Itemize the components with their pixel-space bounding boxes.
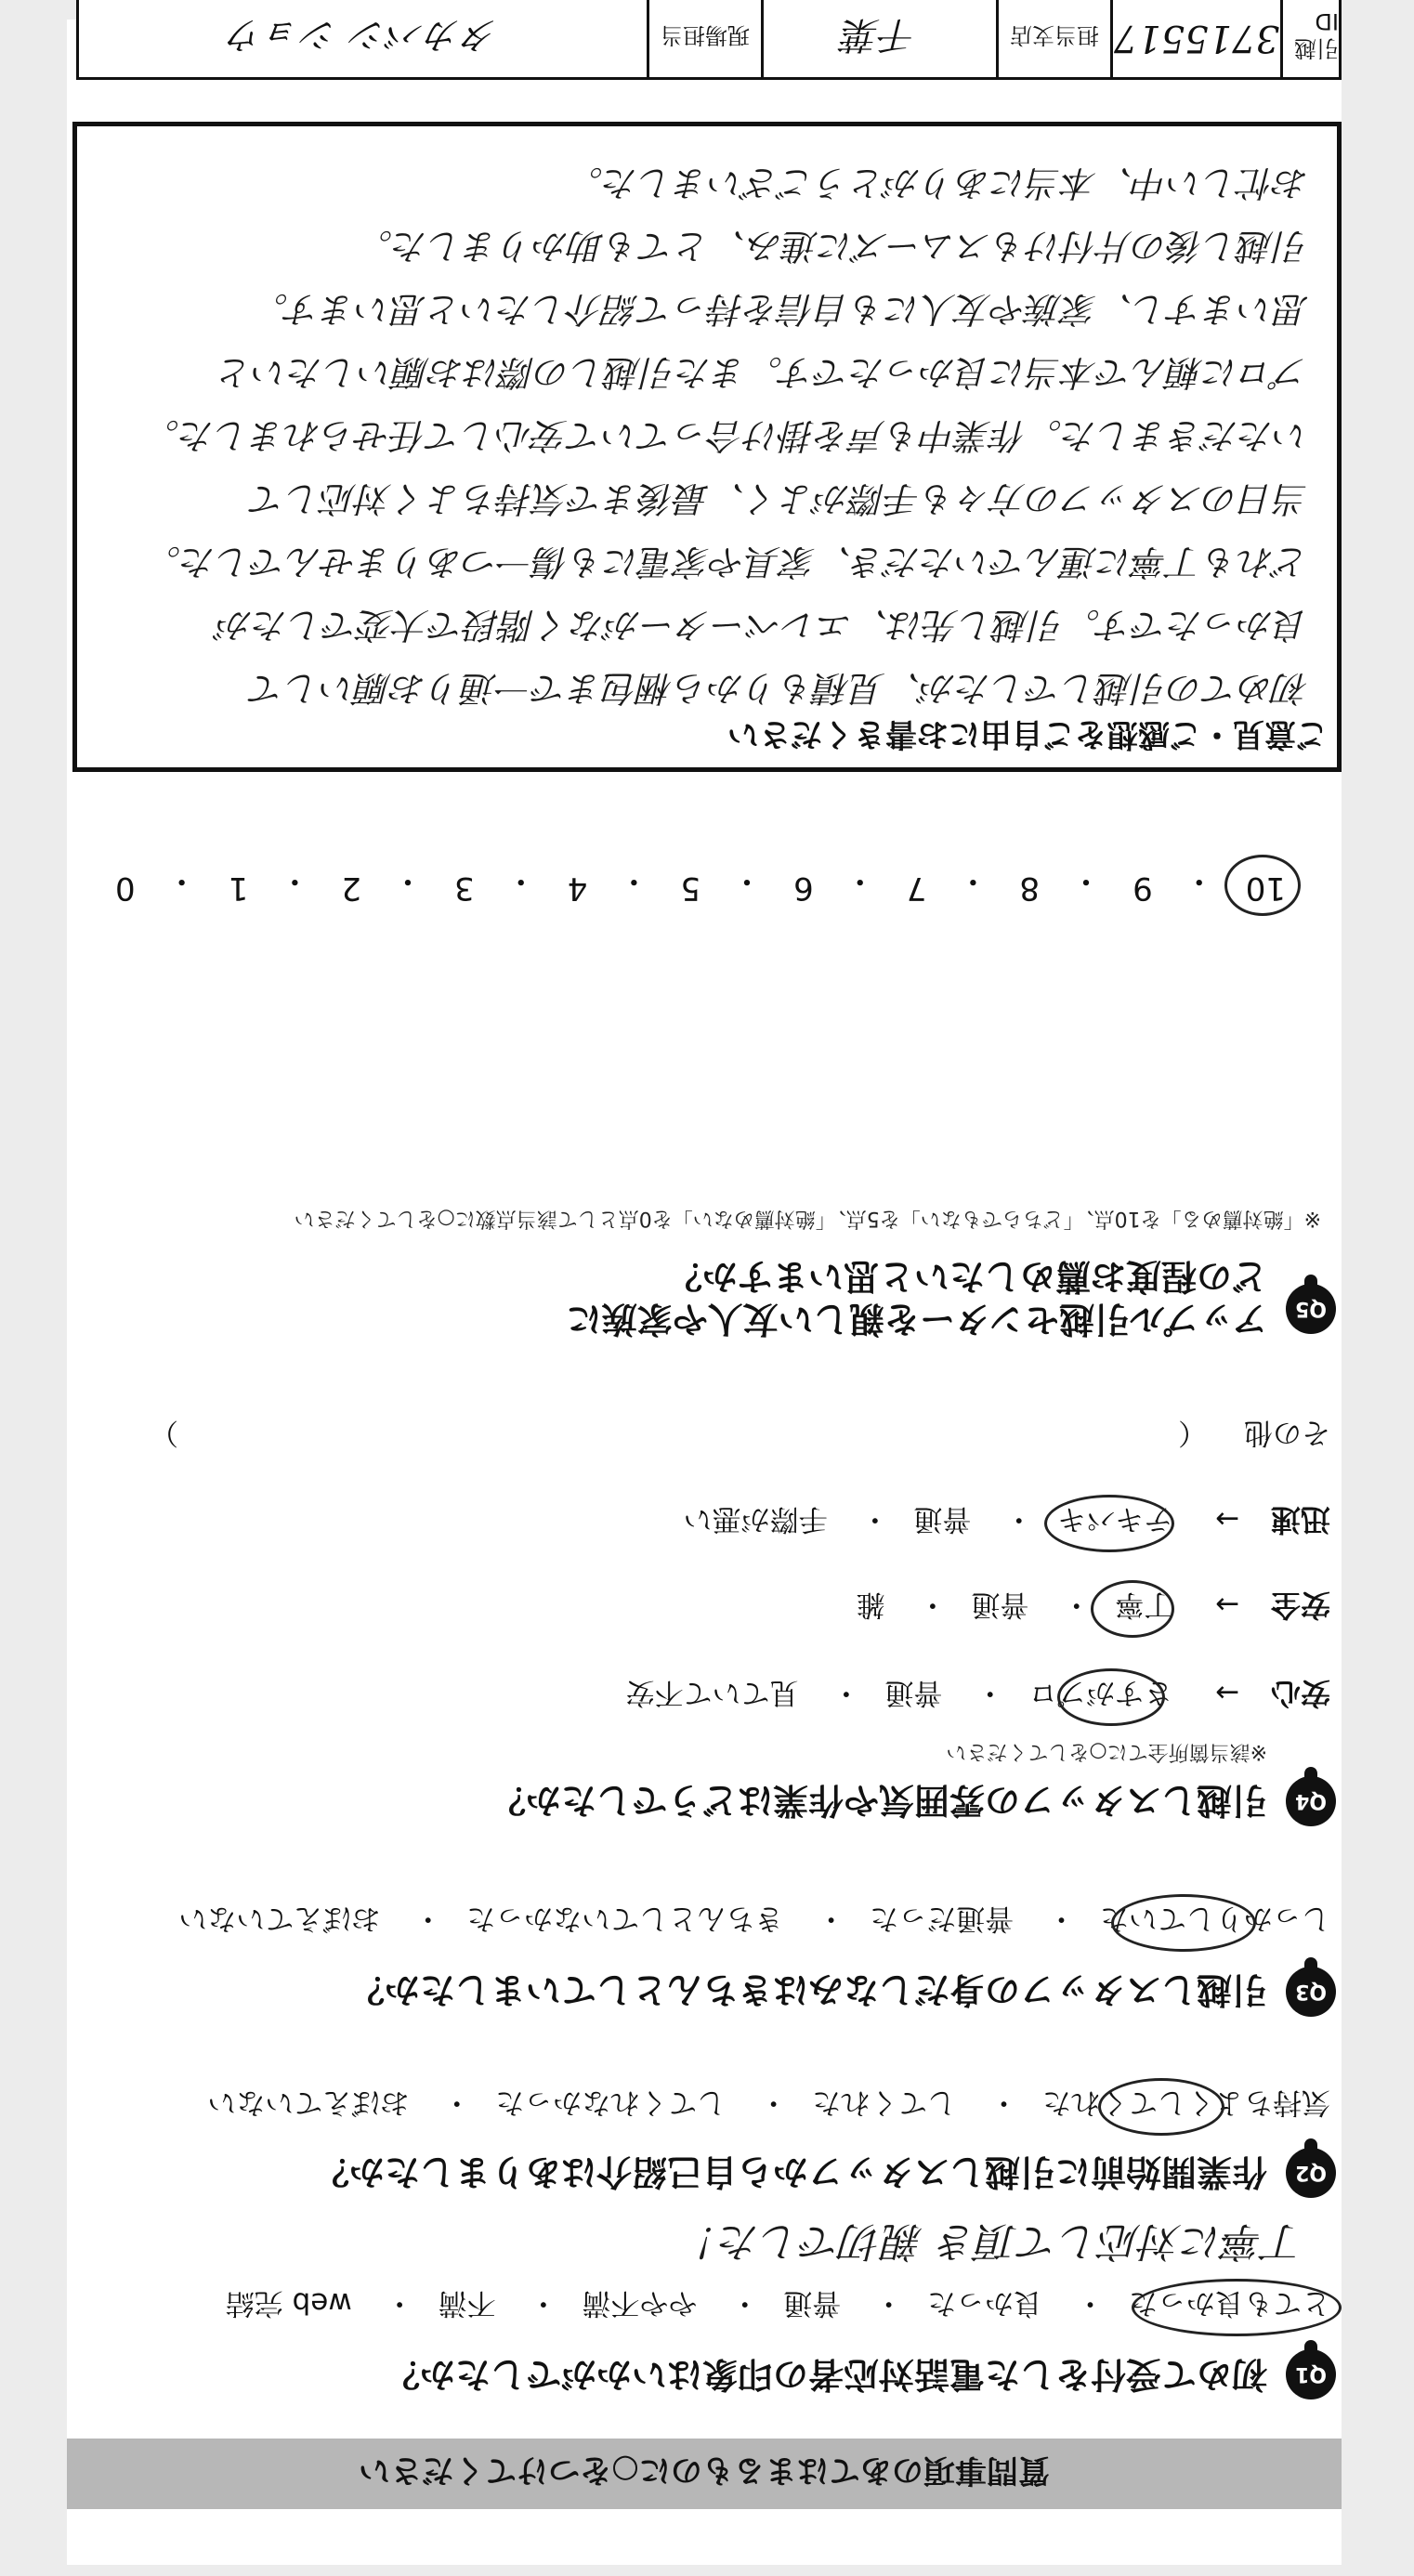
q4-other-paren-close: ） [150, 1416, 178, 1449]
q2-option-2[interactable]: してくれた [812, 2086, 957, 2119]
arrow-right-icon: → [1215, 1502, 1240, 1536]
comment-line-3: どれも丁寧に運んでいただき、家具や家電にも傷一つありませんでした。 [145, 542, 1309, 582]
manager-value: タカバシ ショウ [227, 13, 499, 57]
q4-anzen-option-1[interactable]: 丁寧 [1115, 1588, 1173, 1621]
manager-label: 現場担当 [647, 0, 761, 77]
comment-line-5: いただきました。作業中も声を掛け合っていて安心して任せられました。 [143, 415, 1309, 456]
score-0[interactable]: 0 [115, 870, 136, 907]
score-2[interactable]: 2 [341, 870, 361, 907]
score-5[interactable]: 5 [680, 870, 701, 907]
score-1[interactable]: 1 [228, 870, 249, 907]
q3-option-4[interactable]: おぼえていない [178, 1902, 381, 1935]
q4-jinsoku-option-1[interactable]: テキパキ [1057, 1502, 1173, 1536]
comment-line-7: 思いますし、家族や友人にも自信を持って紹介したいと思います。 [253, 289, 1309, 330]
comment-line-8: 引越し後の片付けもスムーズに進み、とても助かりました。 [357, 226, 1309, 267]
comment-line-9: お忙しい中、本当にありがとうございました。 [567, 163, 1309, 203]
q2-options: 気持ちよくしてくれた・ してくれた・ してくれなかった・ おぼえていない [207, 2085, 1330, 2126]
q3-answer-circle [1111, 1894, 1256, 1952]
q4-other-label: その他 [1244, 1416, 1330, 1449]
q4-jinsoku-option-3[interactable]: 手際が悪い [683, 1502, 828, 1536]
arrow-right-icon: → [1215, 1676, 1240, 1709]
q4-row-jinsoku-label: 迅速 [1270, 1502, 1330, 1537]
section-header: 質問事項のあてはまるものに○をつけてください [67, 2439, 1342, 2509]
score-7[interactable]: 7 [906, 870, 927, 907]
q1-handwritten-note: 丁寧に対応して頂き 親切でした！ [678, 2217, 1304, 2265]
q4-jinsoku-answer-circle [1044, 1495, 1174, 1552]
comment-line-1: 初めての引越しでしたが、見積もりから梱包まで一通りお願いして [249, 668, 1309, 709]
q5-question-line1: アップル引越センターを親しい友人や家族に [566, 1299, 1267, 1340]
q2-option-4[interactable]: おぼえていない [207, 2086, 410, 2119]
branch-label: 担当支店 [996, 0, 1110, 77]
score-6[interactable]: 6 [793, 870, 814, 907]
score-8[interactable]: 8 [1019, 870, 1041, 907]
q1-question: 初めて受付をした電話対応者の印象はいかがでしたか？ [384, 2354, 1267, 2395]
q4-row-anzen-label: 安全 [1270, 1588, 1330, 1623]
q4-anshin-option-3[interactable]: 見ていて不安 [625, 1676, 799, 1709]
q4-row-anshin-label: 安心 [1270, 1676, 1330, 1711]
q2-option-3[interactable]: してくれなかった [495, 2086, 727, 2119]
survey-sheet [67, 8, 1342, 2565]
arrow-right-icon: → [1215, 1588, 1240, 1621]
score-10[interactable]: 10 [1245, 870, 1286, 907]
q4-question: 引越しスタッフの雰囲気や作業はどうでしたか？ [490, 1780, 1267, 1821]
q4-other-row [123, 1415, 1330, 1457]
q5-question-line2: どの程度お薦めしたいと思いますか？ [666, 1256, 1267, 1297]
comment-line-6: プロに頼んで本当に良かったです。また引越しの際はお願いしたいと [217, 352, 1309, 393]
q1-option-3[interactable]: 普通 [783, 2286, 842, 2320]
id-label: 引越ID [1280, 0, 1339, 77]
q4-anshin-option-1[interactable]: さすがプロ [1028, 1676, 1173, 1709]
q5-badge: Q5 [1286, 1284, 1336, 1334]
q5-score-row: 10 ・ 9 ・ 8 ・ 7 ・ 6 ・ 5 ・ 4 ・ 3 ・ 2 ・ 1 ・ 0 [115, 862, 1286, 907]
q2-badge: Q2 [1286, 2148, 1336, 2198]
q4-anshin-option-2[interactable]: 普通 [884, 1676, 943, 1709]
q4-anzen-option-3[interactable]: 雑 [856, 1588, 885, 1621]
q1-option-1[interactable]: とても良かった [1129, 2286, 1330, 2320]
q2-answer-circle [1098, 2078, 1224, 2136]
q1-option-5[interactable]: 不満 [438, 2286, 496, 2320]
staff-info-table [76, 0, 1342, 80]
q5-note: ※「絶対薦める」を10点、「どちらでもない」を5点、「絶対薦めない」を0点として該当点数に○をしてください [294, 1207, 1321, 1230]
q1-option-6[interactable]: web 完結 [225, 2286, 352, 2320]
q1-answer-circle [1132, 2279, 1342, 2336]
q4-badge: Q4 [1286, 1776, 1336, 1826]
comment-title: ご意見・ご感想をご自由にお書きください [727, 715, 1328, 752]
q4-anzen-answer-circle [1091, 1580, 1174, 1638]
q1-option-2[interactable]: 良かった [927, 2286, 1043, 2320]
q2-question: 作業開始前に引越しスタッフから自己紹介はありましたか？ [313, 2151, 1267, 2192]
q3-option-3[interactable]: きちんとしていなかった [466, 1902, 784, 1935]
q4-anzen-option-2[interactable]: 普通 [971, 1588, 1029, 1621]
q4-note: ※該当箇所全てに○をしてください [946, 1740, 1267, 1763]
q1-option-4[interactable]: やや不満 [582, 2286, 698, 2320]
q1-options: とても良かった・ 良かった・ 普通・ やや不満・ 不満・ web 完結 [226, 2285, 1330, 2327]
branch-value: 千葉 [761, 0, 996, 77]
q1-badge: Q1 [1286, 2349, 1336, 2399]
q4-row-anzen: 安全 → 丁寧・ 普通・ 雑 [857, 1586, 1330, 1628]
q2-option-1[interactable]: 気持ちよくしてくれた [1042, 2086, 1330, 2119]
comment-box[interactable] [72, 122, 1342, 772]
q3-question: 引越しスタッフの身だしなみはきちんとしていましたか？ [348, 1969, 1267, 2010]
id-value: 3715517 [1110, 0, 1280, 77]
score-9[interactable]: 9 [1133, 870, 1153, 907]
q4-other-paren-open: （ [1178, 1416, 1208, 1449]
score-4[interactable]: 4 [567, 870, 588, 907]
score-3[interactable]: 3 [454, 870, 475, 907]
q3-option-2[interactable]: 普通だった [870, 1902, 1015, 1935]
q4-row-jinsoku: 迅速 → テキパキ・ 普通・ 手際が悪い [684, 1500, 1330, 1543]
q3-option-1[interactable]: しっかりしていた [1100, 1902, 1330, 1935]
q4-jinsoku-option-2[interactable]: 普通 [913, 1502, 972, 1536]
q3-badge: Q3 [1286, 1967, 1336, 2017]
comment-line-4: 当日のスタッフの方々も手際がよく、最後まで気持ちよく対応して [250, 478, 1309, 519]
q3-options: しっかりしていた・ 普通だった・ きちんとしていなかった・ おぼえていない [178, 1901, 1330, 1942]
q4-anshin-answer-circle [1057, 1668, 1165, 1726]
q4-row-anshin: 安心 → さすがプロ・ 普通・ 見ていて不安 [626, 1674, 1330, 1717]
q5-answer-circle [1224, 855, 1301, 916]
comment-line-2: 良かったです。引越し先は、エレベーターがなく階段で大変でしたが [217, 605, 1309, 646]
